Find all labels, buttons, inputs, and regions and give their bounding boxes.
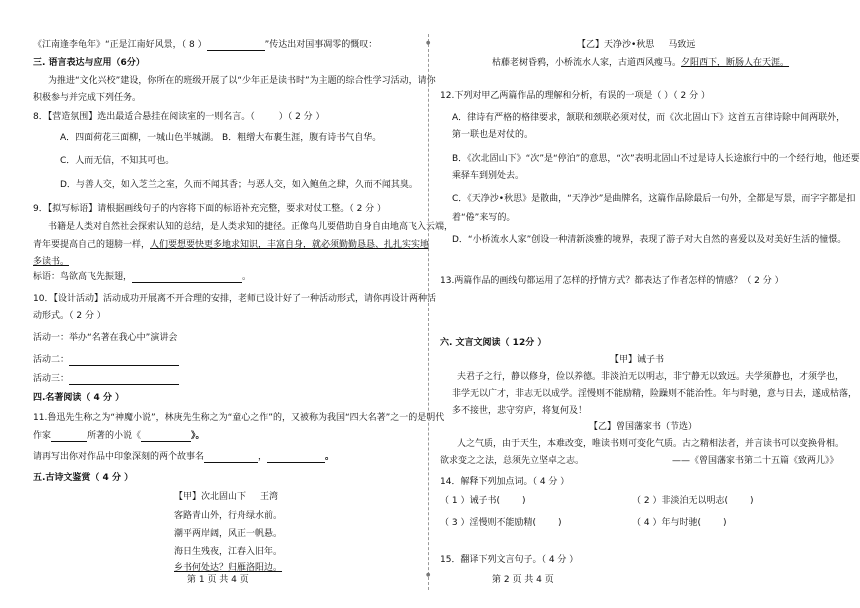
q14-item-4: （ 4 ）年与时驰( )	[632, 518, 727, 528]
paragraph-line: 青年要提高自己的翅膀一样，人们要想要快更多地求知识，丰富自身，就必须勤勤恳恳、扎扎实实地	[33, 240, 430, 250]
poem-2-header: 【乙】天净沙•秋思 马致远	[577, 40, 696, 50]
divider-dot: ●	[426, 40, 431, 46]
poem-1-header: 【甲】次北固山下 王湾	[174, 492, 279, 502]
answer-blank[interactable]	[267, 454, 325, 463]
question-14: 14．解释下列加点词。（ 4 分 ）	[440, 477, 570, 487]
option-a-b: A．四面荷花三面柳，一城山色半城湖。 B．粗缯大布裹生涯，腹有诗书气自华。	[60, 133, 382, 143]
underlined-sentence: 多读书。	[33, 257, 70, 267]
poem-1-line: 客路青山外，行舟绿水前。	[174, 511, 283, 521]
slogan-line: 标语：鸟欲高飞先振翅， 。	[33, 272, 252, 282]
poem-fill-line: 《江南逢李龟年》“正是江南好风景，（ 8 ） ”传达出对国事凋零的慨叹：	[33, 40, 378, 50]
option-c: C．人而无信，不知其可也。	[60, 156, 175, 166]
answer-blank[interactable]	[207, 42, 265, 51]
section-heading-5: 五.古诗文鉴赏（ 4 分 ）	[33, 473, 134, 483]
paragraph-line: 书籍是人类对自然社会探索认知的总结，是人类求知的捷径。正像鸟儿要借助自身自由地高飞入云端，	[48, 222, 454, 232]
option-a: A．律诗有严格的格律要求，颔联和颈联必须对仗，而《次北固山下》这首五言律诗除中间两联外，	[452, 113, 846, 123]
underlined-sentence: 人们要想要快更多地求知识，丰富自身，就必须勤勤恳恳、扎扎实实地	[150, 240, 430, 250]
question-10-cont: 动形式。（ 2 分 ）	[33, 311, 106, 321]
option-b: B．《次北固山下》“次”是“停泊”的意思，“次”表明北固山不过是诗人长途旅行中的一个经行地，他还要	[452, 154, 860, 164]
option-c-cont: 着“倦”来写的。	[452, 213, 516, 223]
page-footer: 第 2 页 共 4 页	[492, 575, 554, 585]
question-11-cont: 作家 所著的小说《 》。	[33, 431, 205, 441]
question-11-story: 请再写出你对作品中印象深刻的两个故事名 ， 。	[33, 452, 335, 462]
divider-dot: ●	[426, 572, 431, 578]
intro-paragraph-line: 为推进“文化兴校”建设，你所在的班级开展了以“少年正是读书时”为主题的综合性学习活动，请你	[48, 76, 436, 86]
text-b-line: 人之气质，由于天生，本难改变，唯读书则可变化气质。古之精相法者，并言读书可以变换骨相。	[457, 439, 845, 449]
section-heading-6: 六. 文言文阅读（ 12分 ）	[440, 338, 547, 348]
answer-blank[interactable]	[204, 454, 258, 463]
question-11: 11.鲁迅先生称之为“神魔小说”，林庚先生称之为“童心之作”的，又被称为我国“四大名著”之一的是明代	[33, 413, 445, 423]
exam-page-2	[432, 0, 860, 608]
q14-item-1: （ 1 ）诫子书( )	[440, 496, 526, 506]
activity-2: 活动二：	[33, 355, 179, 366]
question-9: 9．【拟写标语】请根据画线句子的内容将下面的标语补充完整，要求对仗工整。（ 2 分 ）	[33, 204, 387, 214]
option-d: D．与善人交，如入芝兰之室，久而不闻其香；与恶人交，如入鲍鱼之肆，久而不闻其臭。	[60, 180, 418, 190]
poem-2-underlined: 夕阳西下，断肠人在天涯。	[681, 58, 790, 68]
answer-blank[interactable]	[141, 433, 191, 442]
poem-1-underlined-line: 乡书何处达？归雁洛阳边。	[174, 563, 283, 573]
text-b-line: 欲求变之之法，总须先立坚卓之志。 ——《曾国藩家书第二十五篇《致两儿》》	[440, 456, 839, 466]
text-a-line: 非学无以广才，非志无以成学。淫慢则不能励精，险躁则不能治性。年与时驰，意与日去，遂成枯落，	[452, 389, 858, 399]
text-a-line: 多不接世，悲守穷庐，将复何及！	[452, 406, 588, 416]
question-12: 12.下列对甲乙两篇作品的理解和分析，有误的一项是（ ）（ 2 分 ）	[440, 91, 710, 101]
page-footer: 第 1 页 共 4 页	[187, 575, 249, 585]
poem-2-text: 枯藤老树昏鸦，小桥流水人家，古道西风瘦马。夕阳西下，断肠人在天涯。	[492, 58, 790, 68]
answer-blank[interactable]	[132, 274, 242, 283]
text-b-title: 【乙】曾国藩家书（节选）	[589, 422, 698, 432]
option-c: C．《天净沙•秋思》是散曲，“天净沙”是曲牌名，这篇作品除最后一句外，全都是写景，而字字都是扣	[452, 194, 856, 204]
answer-blank[interactable]	[51, 433, 87, 442]
option-b-cont: 乘驿车到别处去。	[452, 171, 525, 181]
text-a-line: 夫君子之行，静以修身，俭以养德。非淡泊无以明志，非宁静无以致远。夫学须静也，才须学也，	[457, 372, 845, 382]
intro-paragraph-line: 积极参与并完成下列任务。	[33, 93, 142, 103]
activity-1: 活动一：举办“名著在我心中”演讲会	[33, 333, 178, 343]
option-a-cont: 第一联也是对仗的。	[452, 130, 534, 140]
q14-item-3: （ 3 ）淫慢则不能励精( )	[440, 518, 562, 528]
question-13: 13.两篇作品的画线句都运用了怎样的抒情方式？都表达了作者怎样的情感？（ 2 分 ）	[440, 276, 784, 286]
question-15: 15．翻译下列文言句子。（ 4 分 ）	[440, 555, 579, 565]
option-d: D．“小桥流水人家”创设一种清新淡雅的境界，表现了游子对大自然的喜爱以及对美好生活的憧憬。	[452, 235, 847, 245]
poem-1-line: 海日生残夜，江春入旧年。	[174, 547, 283, 557]
section-heading-4: 四.名著阅读（ 4 分 ）	[33, 393, 125, 403]
answer-blank[interactable]	[69, 357, 179, 366]
activity-3: 活动三：	[33, 374, 179, 385]
poem-1-line: 潮平两岸阔，风正一帆悬。	[174, 529, 283, 539]
answer-blank[interactable]	[69, 376, 179, 385]
section-heading-3: 三. 语言表达与应用（6分）	[33, 58, 145, 68]
text-a-title: 【甲】诫子书	[610, 355, 665, 365]
page-divider	[428, 34, 429, 590]
question-10: 10．【设计活动】活动成功开展离不开合理的安排，老师已设计好了一种活动形式，请你再设计两种活	[33, 294, 436, 304]
q14-item-2: （ 2 ）非淡泊无以明志( )	[632, 496, 754, 506]
question-8: 8．【营造氛围】选出最适合悬挂在阅读室的一则名言。（ ）（ 2 分 ）	[33, 112, 325, 122]
